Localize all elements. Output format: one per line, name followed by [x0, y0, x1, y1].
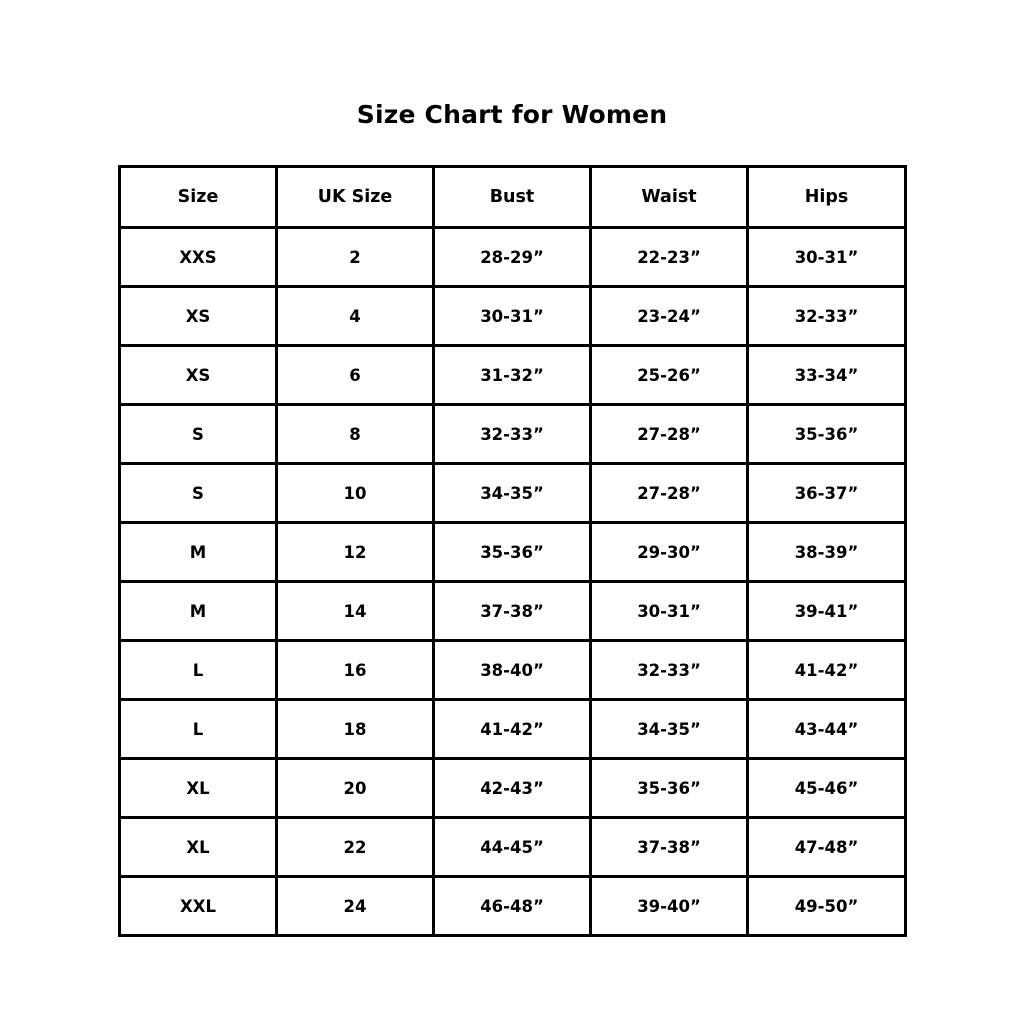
cell-size: L	[120, 641, 277, 700]
cell-waist: 30-31”	[591, 582, 748, 641]
cell-bust: 35-36”	[434, 523, 591, 582]
table-row	[120, 759, 906, 818]
cell-hips: 35-36”	[748, 405, 906, 464]
cell-uk-size: 2	[277, 228, 434, 287]
table-row	[120, 405, 906, 464]
cell-uk-size: 22	[277, 818, 434, 877]
table-row	[120, 287, 906, 346]
cell-uk-size: 14	[277, 582, 434, 641]
table-row	[120, 523, 906, 582]
table-row	[120, 582, 906, 641]
table-row	[120, 641, 906, 700]
cell-waist: 39-40”	[591, 877, 748, 936]
cell-waist: 27-28”	[591, 464, 748, 523]
table-row	[120, 700, 906, 759]
cell-hips: 33-34”	[748, 346, 906, 405]
page-title: Size Chart for Women	[356, 100, 668, 129]
cell-hips: 49-50”	[748, 877, 906, 936]
cell-size: XS	[120, 287, 277, 346]
cell-bust: 34-35”	[434, 464, 591, 523]
cell-uk-size: 6	[277, 346, 434, 405]
cell-bust: 42-43”	[434, 759, 591, 818]
cell-bust: 44-45”	[434, 818, 591, 877]
cell-size: L	[120, 700, 277, 759]
cell-hips: 41-42”	[748, 641, 906, 700]
cell-uk-size: 10	[277, 464, 434, 523]
table-row	[120, 818, 906, 877]
cell-hips: 45-46”	[748, 759, 906, 818]
cell-uk-size: 24	[277, 877, 434, 936]
table-row	[120, 346, 906, 405]
column-header-hips: Hips	[748, 167, 906, 228]
cell-bust: 28-29”	[434, 228, 591, 287]
table-row	[120, 228, 906, 287]
cell-waist: 22-23”	[591, 228, 748, 287]
cell-hips: 36-37”	[748, 464, 906, 523]
size-chart-table	[118, 165, 907, 937]
cell-bust: 37-38”	[434, 582, 591, 641]
column-header-bust: Bust	[434, 167, 591, 228]
cell-bust: 31-32”	[434, 346, 591, 405]
cell-bust: 38-40”	[434, 641, 591, 700]
cell-bust: 32-33”	[434, 405, 591, 464]
cell-bust: 30-31”	[434, 287, 591, 346]
cell-uk-size: 12	[277, 523, 434, 582]
cell-waist: 32-33”	[591, 641, 748, 700]
cell-uk-size: 16	[277, 641, 434, 700]
cell-size: S	[120, 405, 277, 464]
cell-bust: 41-42”	[434, 700, 591, 759]
cell-uk-size: 18	[277, 700, 434, 759]
cell-waist: 29-30”	[591, 523, 748, 582]
cell-size: XL	[120, 759, 277, 818]
column-header-uk-size: UK Size	[277, 167, 434, 228]
cell-waist: 27-28”	[591, 405, 748, 464]
cell-waist: 35-36”	[591, 759, 748, 818]
cell-hips: 43-44”	[748, 700, 906, 759]
cell-hips: 47-48”	[748, 818, 906, 877]
column-header-size: Size	[120, 167, 277, 228]
table-row	[120, 877, 906, 936]
cell-size: XL	[120, 818, 277, 877]
cell-uk-size: 8	[277, 405, 434, 464]
cell-hips: 38-39”	[748, 523, 906, 582]
cell-size: M	[120, 523, 277, 582]
size-chart-table-wrapper	[118, 165, 904, 937]
cell-hips: 30-31”	[748, 228, 906, 287]
cell-waist: 37-38”	[591, 818, 748, 877]
cell-size: S	[120, 464, 277, 523]
table-row	[120, 464, 906, 523]
cell-waist: 25-26”	[591, 346, 748, 405]
cell-uk-size: 20	[277, 759, 434, 818]
cell-size: XXS	[120, 228, 277, 287]
cell-size: XXL	[120, 877, 277, 936]
cell-uk-size: 4	[277, 287, 434, 346]
column-header-waist: Waist	[591, 167, 748, 228]
cell-waist: 23-24”	[591, 287, 748, 346]
cell-size: XS	[120, 346, 277, 405]
cell-size: M	[120, 582, 277, 641]
table-body	[120, 228, 906, 936]
cell-hips: 39-41”	[748, 582, 906, 641]
table-header	[120, 167, 906, 228]
cell-bust: 46-48”	[434, 877, 591, 936]
cell-waist: 34-35”	[591, 700, 748, 759]
cell-hips: 32-33”	[748, 287, 906, 346]
table-header-row	[120, 167, 906, 228]
